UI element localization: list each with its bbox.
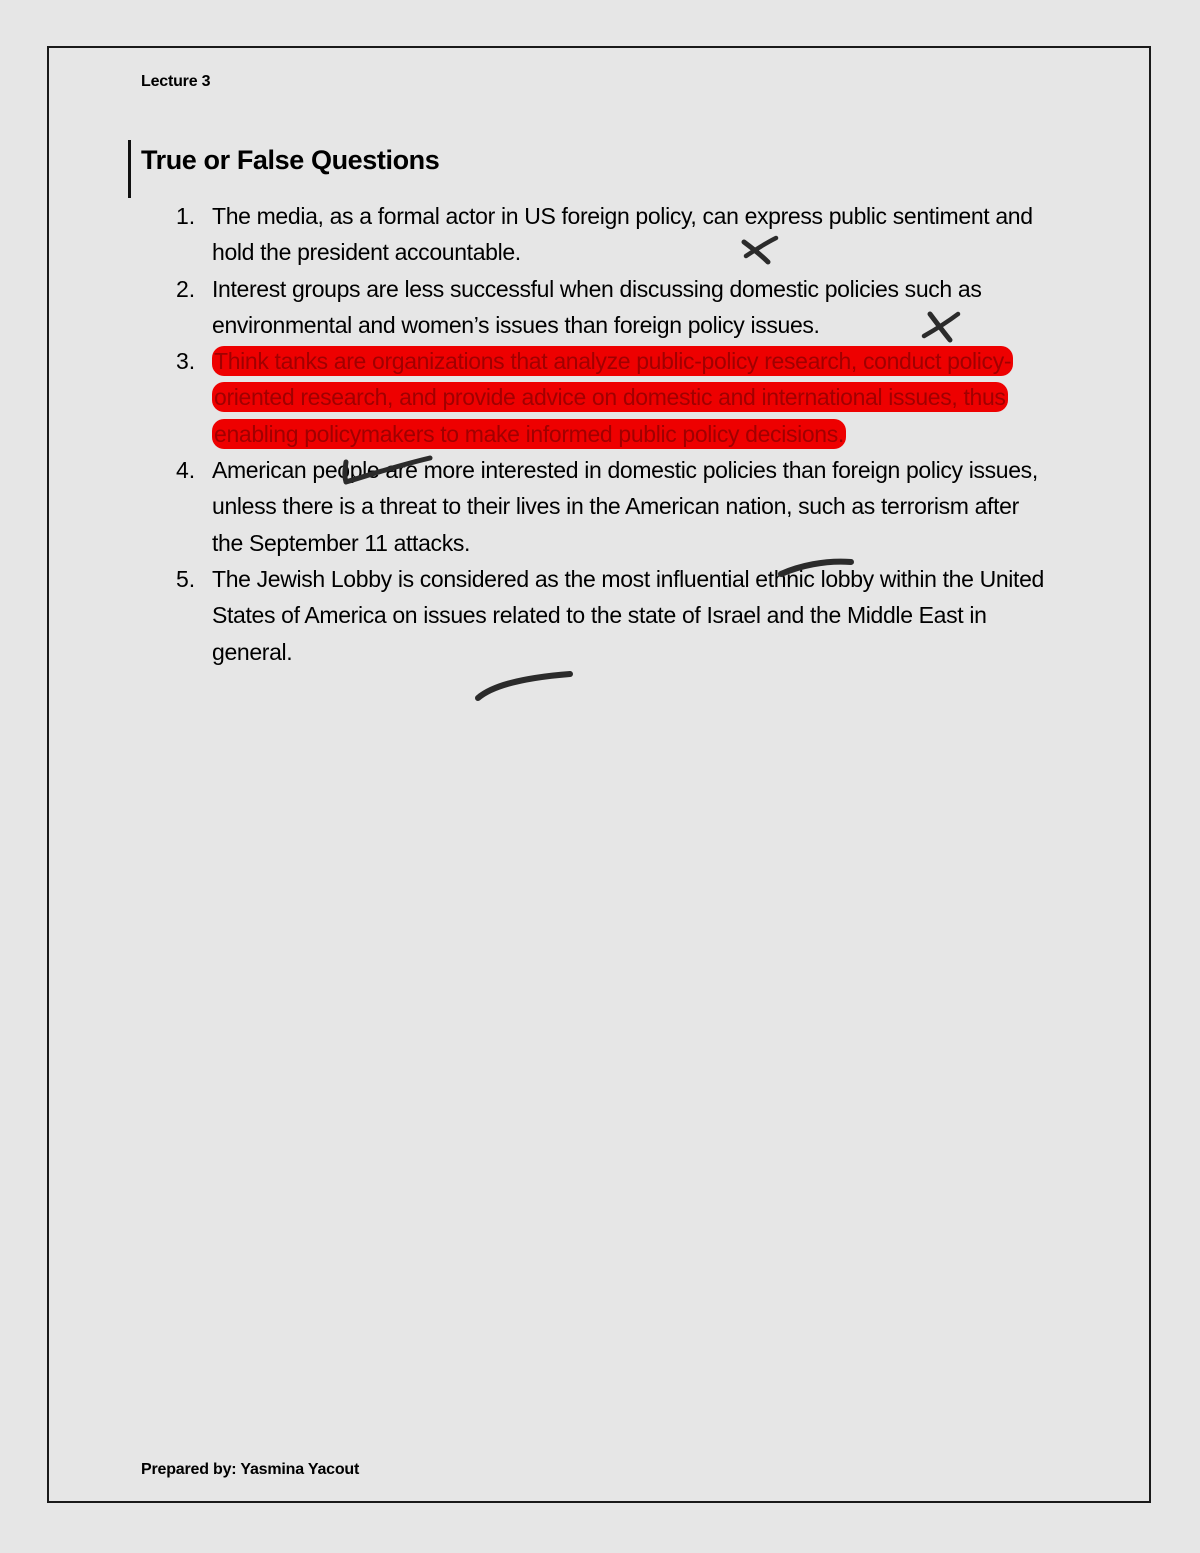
question-number: 1. — [176, 203, 196, 229]
question-text: American people are more interested in domestic policies than foreign policy issues, unless there is a threat to their lives in the American nation, such as terrorism after the September 11 attacks. — [212, 457, 1038, 556]
question-text: The Jewish Lobby is considered as the most influential ethnic lobby within the United States of America on issues related to the state of Israel and the Middle East in general. — [212, 565, 1044, 665]
red-highlight: Think tanks are organizations that analyze public-policy research, conduct policy-oriented research, and provide advice on domestic and international issues, thus enabling policymakers to make informed public policy decisions. — [214, 348, 1012, 447]
question-text: Interest groups are less successful when discussing domestic policies such as environmental and women’s issues than foreign policy issues. — [212, 275, 982, 338]
check-icon — [336, 448, 436, 488]
question-item-4 — [0, 452, 1200, 561]
prepared-by-label: Prepared by: Yasmina Yacout — [141, 1461, 360, 1478]
question-number: 3. — [176, 348, 196, 375]
question-number: 2. — [176, 275, 196, 302]
check-icon — [470, 664, 578, 704]
lecture-label: Lecture 3 — [141, 73, 211, 90]
check-icon — [775, 552, 857, 582]
section-marker-bar — [128, 140, 131, 198]
question-number: 4. — [176, 457, 196, 484]
question-item-2 — [0, 271, 1200, 344]
question-item-3 — [0, 343, 1200, 452]
cross-icon — [920, 308, 962, 344]
question-item-1 — [0, 198, 1200, 271]
section-title: True or False Questions — [141, 145, 440, 175]
question-text-highlighted — [212, 343, 1052, 452]
cross-icon — [738, 234, 782, 266]
question-text: The media, as a formal actor in US foreign policy, can express public sentiment and hold the president accountable. — [212, 203, 1033, 266]
question-number: 5. — [176, 565, 196, 592]
question-list — [0, 198, 1200, 670]
question-item-5 — [0, 561, 1200, 670]
